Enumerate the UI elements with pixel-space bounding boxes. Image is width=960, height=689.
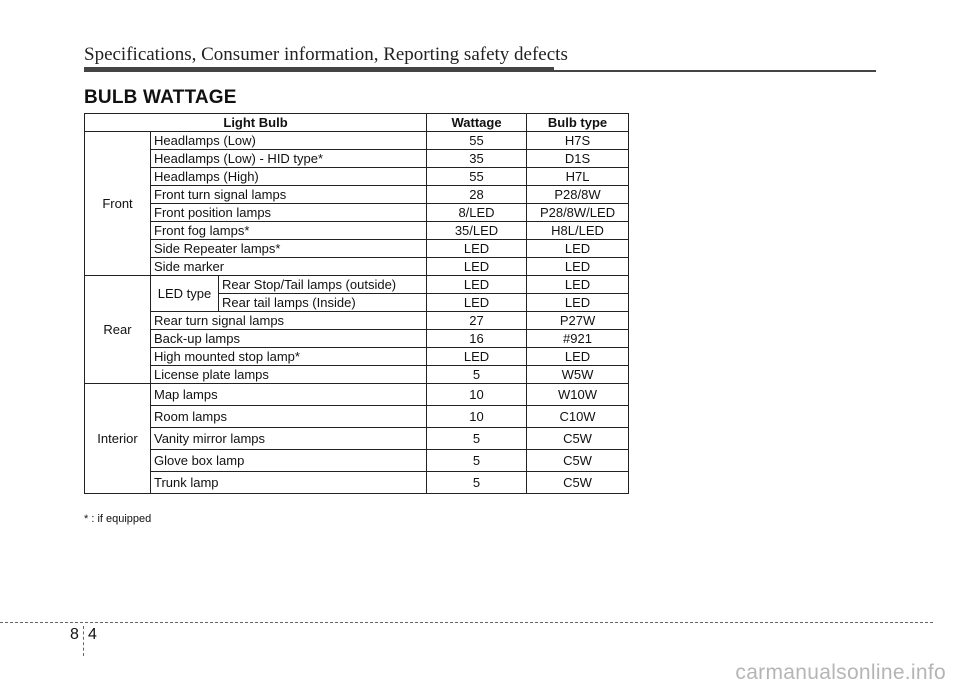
table-row <box>85 168 629 186</box>
bulb-wattage: LED <box>427 294 527 312</box>
bulb-name: High mounted stop lamp* <box>151 348 427 366</box>
watermark: carmanualsonline.info <box>735 661 946 684</box>
bulb-type: W5W <box>527 366 629 384</box>
table-row <box>85 258 629 276</box>
bulb-type: C5W <box>527 450 629 472</box>
bulb-name: License plate lamps <box>151 366 427 384</box>
group-interior: Interior <box>85 384 151 494</box>
bulb-type: LED <box>527 348 629 366</box>
bulb-wattage: 10 <box>427 384 527 406</box>
section-title: BULB WATTAGE <box>84 87 237 108</box>
footnote: * : if equipped <box>84 513 152 525</box>
bulb-wattage: 10 <box>427 406 527 428</box>
table-header-row <box>85 114 629 132</box>
col-header-bulb-type: Bulb type <box>527 114 629 132</box>
bulb-type: H8L/LED <box>527 222 629 240</box>
bulb-name: Rear turn signal lamps <box>151 312 427 330</box>
bulb-name: Front turn signal lamps <box>151 186 427 204</box>
bulb-wattage: 5 <box>427 428 527 450</box>
table-row <box>85 222 629 240</box>
page-number: 4 <box>88 626 97 643</box>
col-header-light-bulb: Light Bulb <box>85 114 427 132</box>
bulb-type: P27W <box>527 312 629 330</box>
group-rear: Rear <box>85 276 151 384</box>
bulb-type: LED <box>527 240 629 258</box>
bulb-name: Trunk lamp <box>151 472 427 494</box>
bulb-type: C5W <box>527 472 629 494</box>
bulb-name: Side marker <box>151 258 427 276</box>
bulb-wattage: 5 <box>427 472 527 494</box>
bulb-wattage: 55 <box>427 168 527 186</box>
table-row <box>85 186 629 204</box>
bulb-name: Glove box lamp <box>151 450 427 472</box>
bulb-wattage-table <box>84 113 629 494</box>
bulb-name: Back-up lamps <box>151 330 427 348</box>
bulb-name: Headlamps (Low) <box>151 132 427 150</box>
bulb-wattage: LED <box>427 276 527 294</box>
bulb-name: Front position lamps <box>151 204 427 222</box>
table-row <box>85 312 629 330</box>
bulb-name: Map lamps <box>151 384 427 406</box>
bulb-type: LED <box>527 276 629 294</box>
page-section-number: 8 <box>70 626 79 643</box>
table-row <box>85 150 629 168</box>
group-front: Front <box>85 132 151 276</box>
subgroup-led-type: LED type <box>151 276 219 312</box>
bulb-name: Rear tail lamps (Inside) <box>219 294 427 312</box>
bulb-wattage: LED <box>427 240 527 258</box>
bulb-wattage: 35/LED <box>427 222 527 240</box>
table-row <box>85 384 629 406</box>
bulb-wattage: 55 <box>427 132 527 150</box>
bulb-name: Side Repeater lamps* <box>151 240 427 258</box>
bulb-type: P28/8W <box>527 186 629 204</box>
bulb-wattage: 35 <box>427 150 527 168</box>
bulb-name: Headlamps (Low) - HID type* <box>151 150 427 168</box>
bulb-wattage: LED <box>427 258 527 276</box>
bulb-type: W10W <box>527 384 629 406</box>
bulb-wattage: 5 <box>427 366 527 384</box>
bulb-wattage: LED <box>427 348 527 366</box>
bulb-type: LED <box>527 258 629 276</box>
bulb-name: Front fog lamps* <box>151 222 427 240</box>
bulb-name: Vanity mirror lamps <box>151 428 427 450</box>
table-row <box>85 330 629 348</box>
table-row <box>85 132 629 150</box>
bulb-wattage: 28 <box>427 186 527 204</box>
page-number-divider <box>83 626 84 656</box>
bulb-name: Room lamps <box>151 406 427 428</box>
page-header-title: Specifications, Consumer information, Reporting safety defects <box>84 44 568 65</box>
bulb-name: Rear Stop/Tail lamps (outside) <box>219 276 427 294</box>
bulb-type: H7S <box>527 132 629 150</box>
header-rule-thick <box>84 67 554 72</box>
bulb-type: C5W <box>527 428 629 450</box>
table-row <box>85 406 629 428</box>
header-rule-thin <box>554 70 876 72</box>
bulb-wattage: 27 <box>427 312 527 330</box>
bulb-type: #921 <box>527 330 629 348</box>
bulb-wattage: 8/LED <box>427 204 527 222</box>
bulb-type: C10W <box>527 406 629 428</box>
bulb-type: D1S <box>527 150 629 168</box>
bulb-name: Headlamps (High) <box>151 168 427 186</box>
bulb-type: LED <box>527 294 629 312</box>
table-row <box>85 276 629 294</box>
table-row <box>85 450 629 472</box>
table-row <box>85 240 629 258</box>
bulb-wattage: 5 <box>427 450 527 472</box>
table-row <box>85 428 629 450</box>
table-row <box>85 472 629 494</box>
bulb-type: H7L <box>527 168 629 186</box>
table-row <box>85 204 629 222</box>
col-header-wattage: Wattage <box>427 114 527 132</box>
bulb-type: P28/8W/LED <box>527 204 629 222</box>
table-row <box>85 366 629 384</box>
bulb-wattage: 16 <box>427 330 527 348</box>
table-row <box>85 348 629 366</box>
footer-dashed-rule <box>0 622 933 623</box>
